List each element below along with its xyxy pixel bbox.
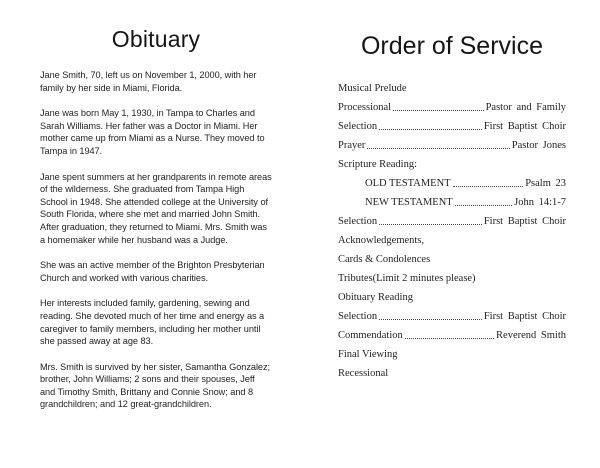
service-item-selection-3 [338, 304, 566, 323]
service-item-label: Prayer [338, 140, 366, 151]
service-item-final-viewing [338, 342, 566, 361]
dot-leader [379, 129, 482, 130]
service-item-obituary-reading [338, 285, 566, 304]
order-of-service-page [338, 32, 566, 380]
service-item-label: Selection [338, 216, 378, 227]
dot-leader [405, 338, 494, 339]
obituary-paragraph-1: Jane Smith, 70, left us on November 1, 2000, with her family by her side in Miami, Florida. [40, 70, 257, 93]
service-item-label: Selection [338, 121, 378, 132]
service-item-value: First Baptist Choir [483, 311, 566, 322]
service-item-value: Pastor Jones [511, 140, 566, 151]
service-item-value: First Baptist Choir [483, 121, 566, 132]
service-item-label: Final Viewing [338, 349, 398, 360]
obituary-paragraph-6: Mrs. Smith is survived by her sister, Samantha Gonzalez; brother, John Williams; 2 sons and their spouses, Jeff and Timothy Smith, Brittany and Connie Snow; and 8 grandchildren; and 12 great-grandchildren. [40, 361, 271, 410]
obituary-paragraph-5: Her interests included family, gardening, sewing and reading. She devoted much of her time and energy as a caregiver to family members, including her mother until she passed away at age 83. [40, 298, 265, 347]
service-item-label: Selection [338, 311, 378, 322]
service-item-label: Tributes(Limit 2 minutes please) [338, 273, 476, 284]
service-item-value: John 14:1-7 [514, 197, 566, 208]
service-item-musical-prelude [338, 76, 566, 95]
dot-leader [367, 148, 509, 149]
service-item-label: Obituary Reading [338, 292, 413, 303]
service-item-acknowledgements [338, 228, 566, 247]
service-item-recessional [338, 361, 566, 380]
service-item-scripture-reading [338, 152, 566, 171]
service-item-label: Recessional [338, 368, 389, 379]
service-item-value: Psalm 23 [525, 178, 566, 189]
service-item-commendation [338, 323, 566, 342]
dot-leader [455, 205, 512, 206]
dot-leader [379, 224, 482, 225]
service-item-value: First Baptist Choir [483, 216, 566, 227]
service-item-tributes [338, 266, 566, 285]
obituary-paragraph-2: Jane was born May 1, 1930, in Tampa to Charles and Sarah Williams. Her father was a Doctor in Miami. Her mother came up from Miami as a Nurse. They moved to Tampa in 1947. [40, 108, 265, 156]
service-item-old-testament [338, 171, 566, 190]
obituary-paragraph-4: She was an active member of the Brighton Presbyterian Church and worked with various charities. [40, 260, 265, 283]
service-item-value: Reverend Smith [496, 330, 566, 341]
obituary-paragraph-3: Jane spent summers at her grandparents in remote areas of the wilderness. She graduated from Tampa High School in 1948. She attended college at the University of South Florida, where she met and married John Smith. After graduation, they returned to Miami. Mrs. Smith was a homemaker while her husband was a Judge. [40, 171, 272, 245]
order-of-service-title: Order of Service [360, 32, 543, 60]
service-item-processional [338, 95, 566, 114]
service-item-label: Processional [338, 102, 392, 113]
dot-leader [453, 186, 524, 187]
obituary-title: Obituary [111, 26, 201, 52]
service-item-label: OLD TESTAMENT [365, 178, 451, 189]
service-item-new-testament [338, 190, 566, 209]
service-item-label: NEW TESTAMENT [365, 197, 453, 208]
service-item-label: Scripture Reading: [338, 159, 418, 170]
service-item-value: Pastor and Family [485, 102, 566, 113]
service-item-selection-1 [338, 114, 566, 133]
dot-leader [393, 110, 484, 111]
service-item-prayer [338, 133, 566, 152]
service-item-label: Commendation [338, 330, 403, 341]
service-item-cards-condolences [338, 247, 566, 266]
dot-leader [379, 319, 482, 320]
service-item-label: Musical Prelude [338, 83, 407, 94]
obituary-page [40, 26, 272, 424]
service-item-label: Acknowledgements, [338, 235, 425, 246]
service-item-label: Cards & Condolences [338, 254, 431, 265]
service-item-selection-2 [338, 209, 566, 228]
